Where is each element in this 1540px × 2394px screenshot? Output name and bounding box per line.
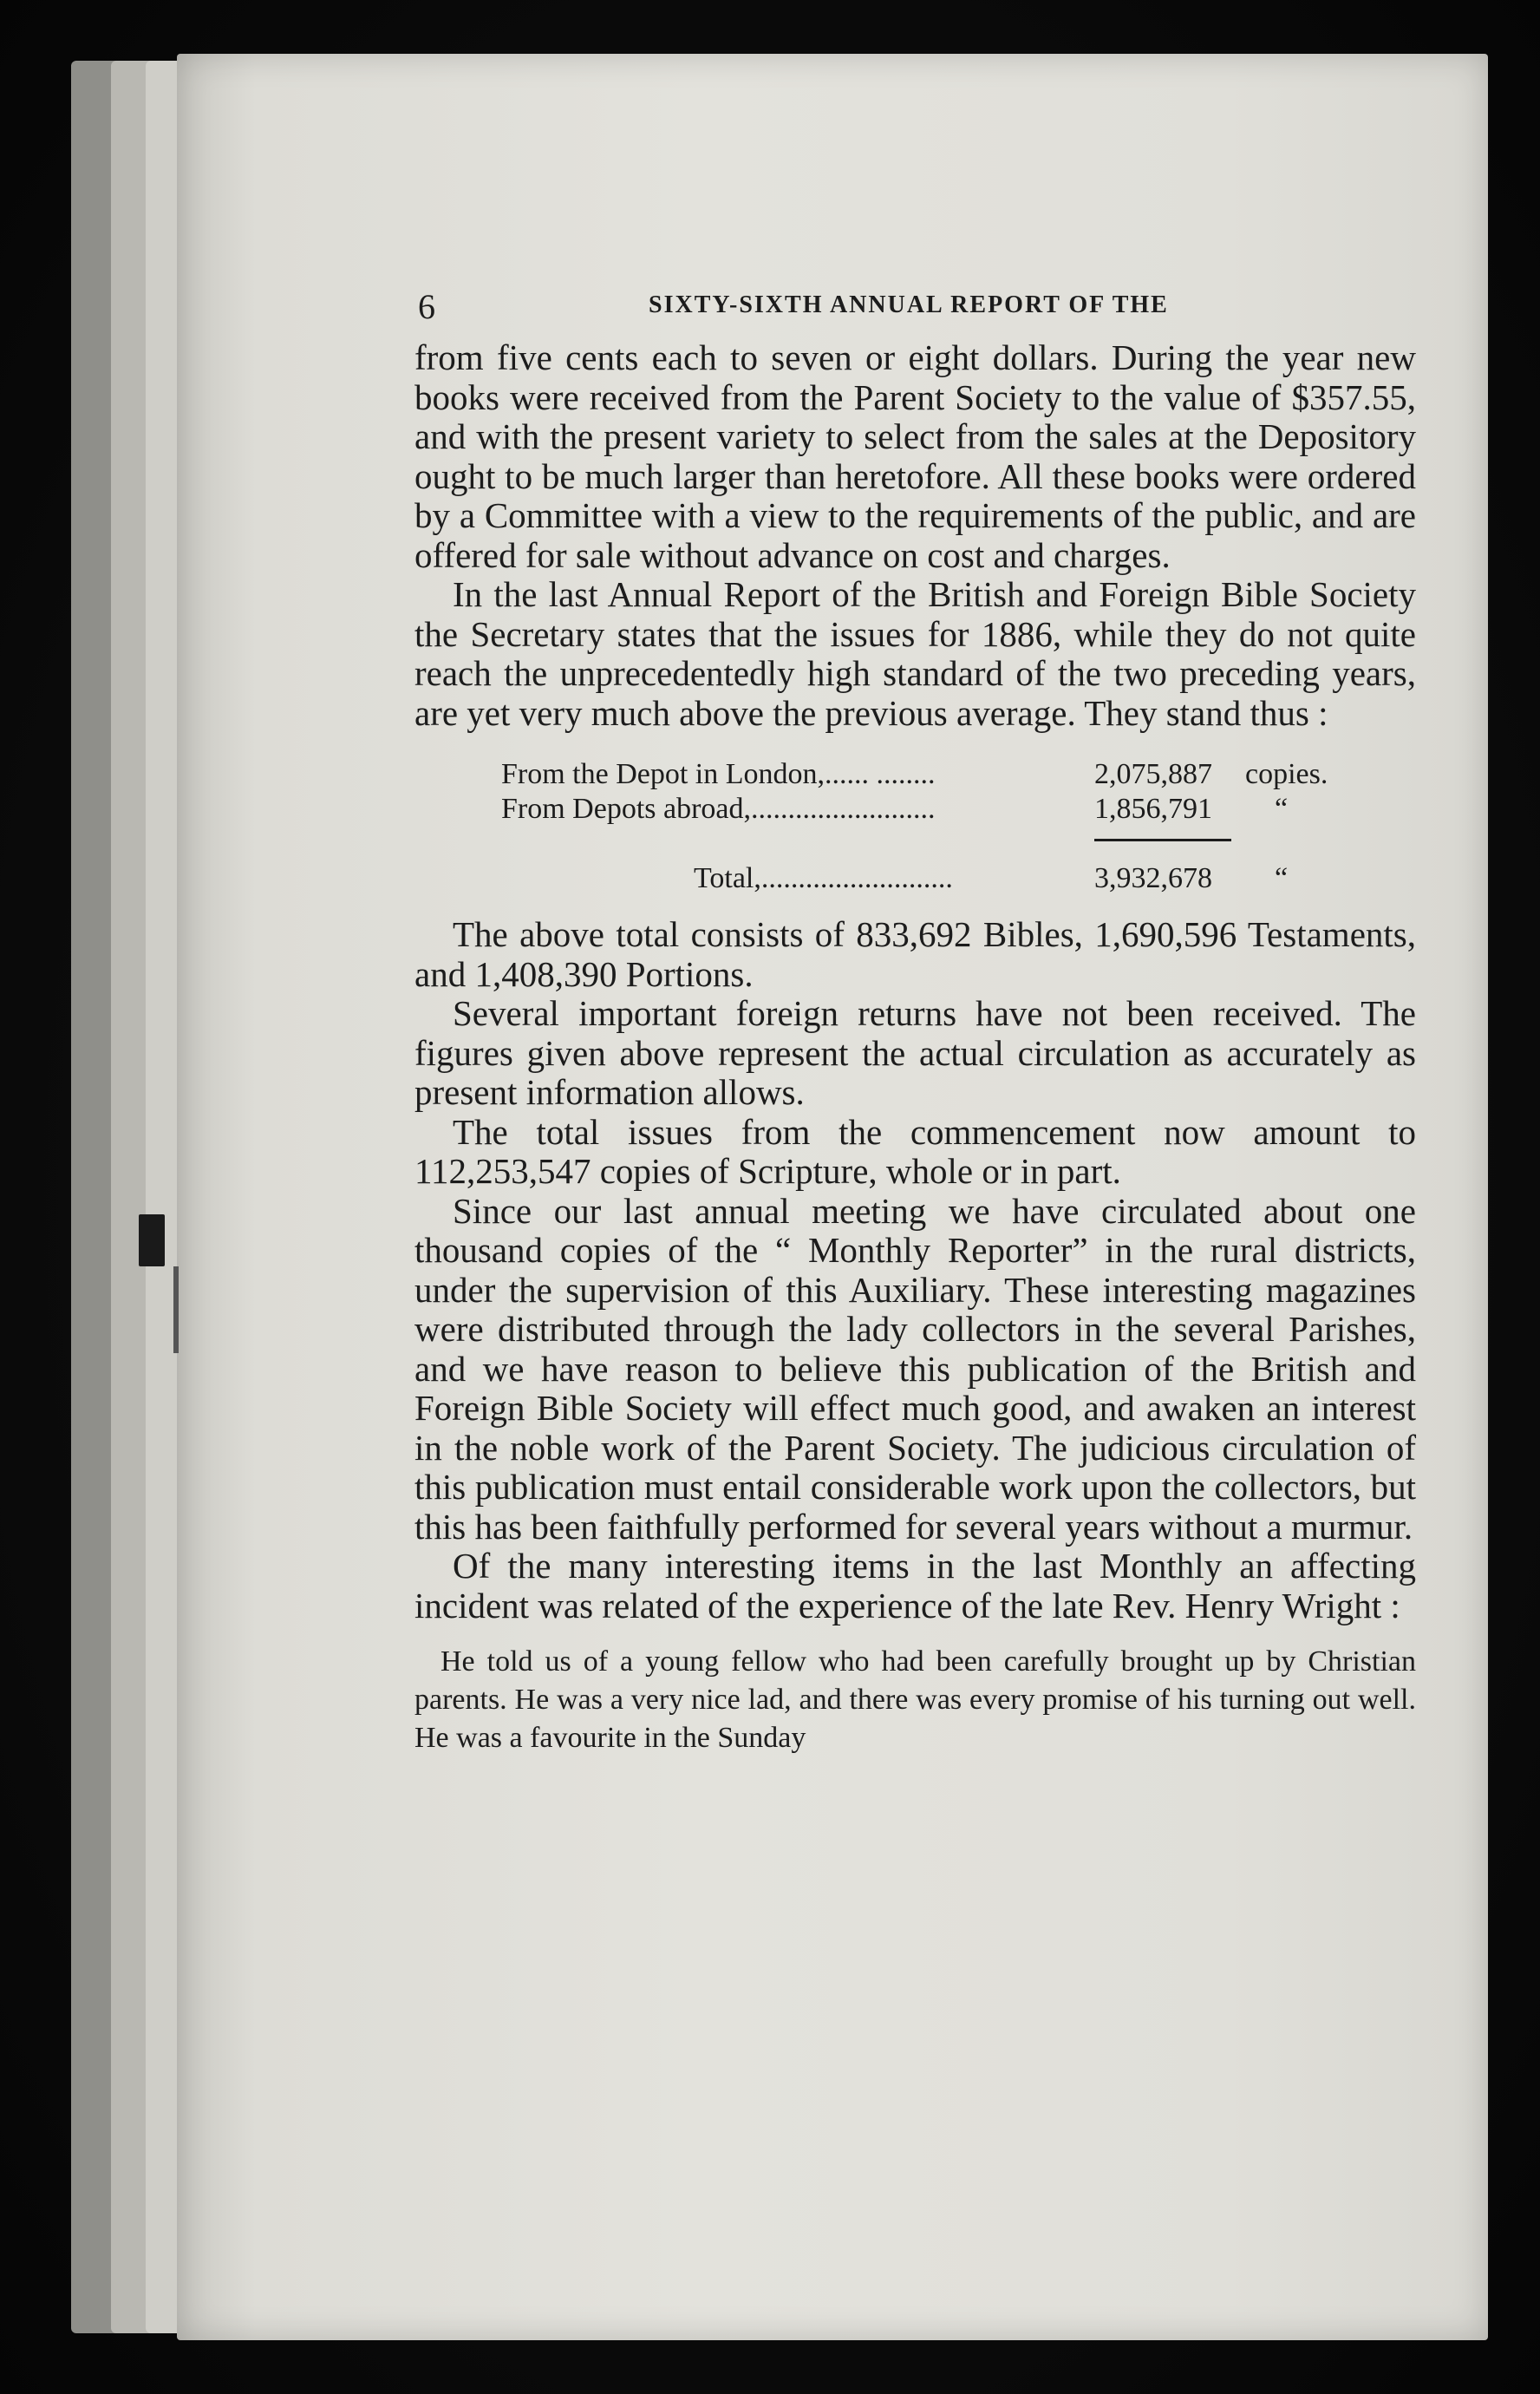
block-quote: He told us of a young fellow who had been carefully brought up by Christian parents. He was a very nice lad, and there was every promise of his turning out well. He was a favourite in the Sunday [414,1645,1416,1754]
table-row-total [414,860,1416,898]
row-unit: “ [1275,793,1289,825]
row-unit: “ [1275,862,1289,894]
paragraph: Several important foreign returns have not been received. The figures given above represent the actual circulation as accurately as present information allows. [414,993,1416,1112]
paragraph: The total issues from the commencement now amount to 112,253,547 copies of Scripture, whole or in part. [414,1111,1416,1191]
row-value: 2,075,887 [1094,758,1212,790]
running-head [414,286,1416,324]
body-text-continued [414,915,1416,1625]
binding-mark [139,1214,165,1266]
binding-line [173,1266,179,1353]
issues-table [414,755,1416,899]
row-label: From Depots abroad,......................... [501,793,936,825]
table-row [414,755,1416,794]
text-block [414,286,1416,1787]
paragraph: The above total consists of 833,692 Bibles, 1,690,596 Testaments, and 1,408,390 Portions. [414,914,1416,994]
paragraph: from five cents each to seven or eight dollars. During the year new books were received from the Parent Society to the value of $357.55, and with the present variety to select from the sales at the Depository ought to be much larger than heretofore. All these books were ordered by a Committee with a view to the requirements of the public, and are offered for sale without advance on cost and charges. [414,337,1416,575]
row-value: 1,856,791 [1094,793,1212,825]
running-head-title: SIXTY-SIXTH ANNUAL REPORT OF THE [649,291,1169,318]
page-number: 6 [418,287,437,326]
paragraph: Since our last annual meeting we have circulated about one thousand copies of the “ Monthly Reporter” in the rural districts, under the supervision of this Auxiliary. These interesting magazines were distributed through the lady collectors in the several Parishes, and we have reason to believe this publication of the British and Foreign Bible Society will effect much good, and awaken an interest in the noble work of the Parent Society. The judicious circulation of this publication must entail considerable work upon the collectors, but this has been faithfully performed for several years without a murmur. [414,1190,1416,1547]
paragraph: In the last Annual Report of the British and Foreign Bible Society the Secretary states that the issues for 1886, while they do not quite reach the unprecedentedly high standard of the two preceding years, are yet very much above the previous average. They stand thus : [414,574,1416,733]
row-value: 3,932,678 [1094,862,1212,894]
row-unit: copies. [1245,758,1328,790]
body-text [414,338,1416,733]
table-row [414,790,1416,828]
total-rule [1094,839,1231,841]
row-label: From the Depot in London,...... ........ [501,758,936,790]
row-label: Total,.......................... [694,862,953,894]
paragraph: Of the many interesting items in the last Monthly an affecting incident was related of the experience of the late Rev. Henry Wright : [414,1546,1416,1625]
